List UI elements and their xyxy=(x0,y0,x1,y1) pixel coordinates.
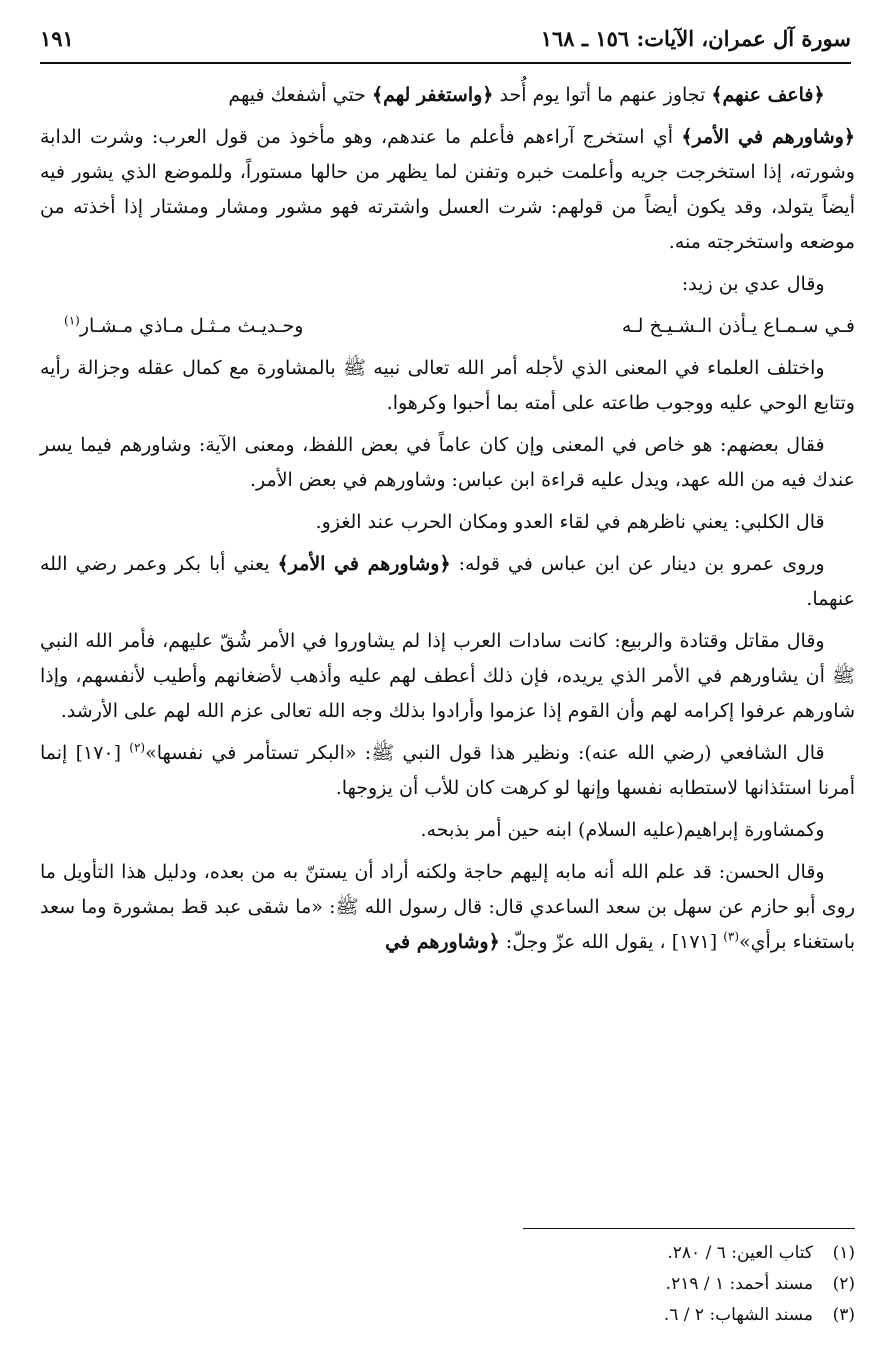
surah-title: سورة آل عمران، الآيات: ١٥٦ ـ ١٦٨ xyxy=(540,25,851,51)
paragraph-1 xyxy=(40,78,855,113)
footnote-text: مسند الشهاب: ٢ / ٦. xyxy=(663,1305,813,1325)
paragraph-3 xyxy=(40,267,855,302)
paragraph-text: يعني أبا بكر وعمر رضي الله عنهما. xyxy=(40,553,855,610)
paragraph-11 xyxy=(40,855,855,960)
footnote-text: كتاب العين: ٦ / ٢٨٠. xyxy=(667,1243,813,1263)
paragraph-text: أي استخرج آراءهم فأعلم ما عندهم، وهو مأخوذ من قول العرب: وشرت الدابة وشورته، إذا استخرجت جريه وأعلمت خبره وتفنن لما يظهر من حالها مستوراً، وللموضع الذي يشور فيه أيضاً يتولد، وقد يكون أيضاً من قولهم: شرت العسل واشترته فهو مشور ومشار ومشتار إذا أخذته من موضعه واستخرجته منه. xyxy=(40,126,855,253)
paragraph-text: قال الشافعي (رضي الله عنه): ونظير هذا قول النبي ﷺ: «البكر تستأمر في نفسها» xyxy=(145,742,825,764)
footnote-marker: (٢) xyxy=(129,740,146,755)
paragraph-5 xyxy=(40,428,855,498)
page-number: ١٩١ xyxy=(40,25,74,51)
footnote-item xyxy=(335,1300,855,1331)
paragraph-8 xyxy=(40,624,855,729)
verse-second-hemistich xyxy=(64,309,303,344)
paragraph-text: [١٧١] ، يقول الله عزّ وجلّ: xyxy=(499,931,724,953)
paragraph-text: فقال بعضهم: هو خاص في المعنى وإن كان عاماً في بعض اللفظ، ومعنى الآية: وشاورهم فيما يسر عندك فيه من الله عهد، ويدل عليه قراءة ابن عباس: وشاورهم في بعض الأمر. xyxy=(40,434,855,491)
running-header xyxy=(40,18,851,58)
main-text xyxy=(40,78,855,967)
quran-quote: ﴿فاعف عنهم﴾ xyxy=(711,84,825,106)
footnote-item xyxy=(335,1269,855,1300)
paragraph-text: وقال الحسن: قد علم الله أنه مابه إليهم حاجة ولكنه أراد أن يستنّ به من بعده، ودليل هذا التأويل ما روى أبو حازم عن سهل بن سعد الساعدي قال: قال رسول الله ﷺ: «ما شقى عبد قط بمشورة وما سعد باستغناء برأي» xyxy=(40,861,855,953)
paragraph-text: قال الكلبي: يعني ناظرهم في لقاء العدو ومكان الحرب عند الغزو. xyxy=(315,511,825,533)
verse-first-hemistich: فـي سـمـاع يـأذن الـشـيـخ لـه xyxy=(621,315,855,337)
paragraph-text: وروى عمرو بن دينار عن ابن عباس في قوله: xyxy=(450,553,825,575)
paragraph-7 xyxy=(40,547,855,617)
quran-quote: ﴿واستغفر لهم﴾ xyxy=(371,84,494,106)
paragraph-text: وقال مقاتل وقتادة والربيع: كانت سادات العرب إذا لم يشاوروا في الأمر شُقّ عليهم، فأمر الله النبي ﷺ أن يشاورهم في الأمر الذي يريده، فإن ذلك أعطف لهم عليه وأذهب لأضغانهم وأطيب لأنفسهم، وإذا شاورهم عرفوا إكرامه لهم وأن القوم إذا عزموا وأرادوا بذلك وجه الله تعالى عزم الله لهم على الأرشد. xyxy=(40,630,855,722)
verse-text: وحـديـث مـثـل مـاذي مـشـار xyxy=(79,315,304,337)
quran-quote: ﴿وشاورهم في الأمر﴾ xyxy=(681,126,856,148)
footnote-item xyxy=(335,1238,855,1269)
paragraph-9 xyxy=(40,736,855,806)
paragraph-text: حتي أشفعك فيهم xyxy=(228,84,372,106)
paragraph-4 xyxy=(40,351,855,421)
paragraph-6 xyxy=(40,505,855,540)
paragraph-text: [١٧٠] إنما أمرنا استئذانها لاستطابه نفسها وإنها لو كرهت كان للأب أن يزوجها. xyxy=(40,742,855,799)
quran-quote: ﴿وشاورهم في الأمر﴾ xyxy=(277,553,451,575)
paragraph-2 xyxy=(40,120,855,260)
footnote-marker: (٣) xyxy=(723,929,740,944)
paragraph-text: تجاوز عنهم ما أتوا يوم أُحد xyxy=(493,84,712,106)
quran-quote: ﴿وشاورهم في xyxy=(385,931,500,953)
header-divider xyxy=(40,62,851,64)
paragraph-text: وكمشاورة إبراهيم(عليه السلام) ابنه حين أمر بذبحه. xyxy=(420,819,825,841)
footnote-number: (٢) xyxy=(832,1274,855,1294)
footnote-marker: (١) xyxy=(64,313,80,328)
paragraph-text: واختلف العلماء في المعنى الذي لأجله أمر الله تعالى نبيه ﷺ بالمشاورة مع كمال عقله وجزالة رأيه وتتابع الوحي عليه ووجوب طاعته على أمته بما أحبوا وكرهوا. xyxy=(40,357,855,414)
paragraph-10 xyxy=(40,813,855,848)
paragraph-text: وقال عدي بن زيد: xyxy=(681,273,825,295)
poetry-verse xyxy=(40,309,855,344)
footnote-text: مسند أحمد: ١ / ٢١٩. xyxy=(665,1274,813,1294)
footnote-number: (٣) xyxy=(832,1305,855,1325)
footnote-divider xyxy=(523,1228,855,1229)
footnote-number: (١) xyxy=(832,1243,855,1263)
footnotes xyxy=(335,1238,855,1331)
